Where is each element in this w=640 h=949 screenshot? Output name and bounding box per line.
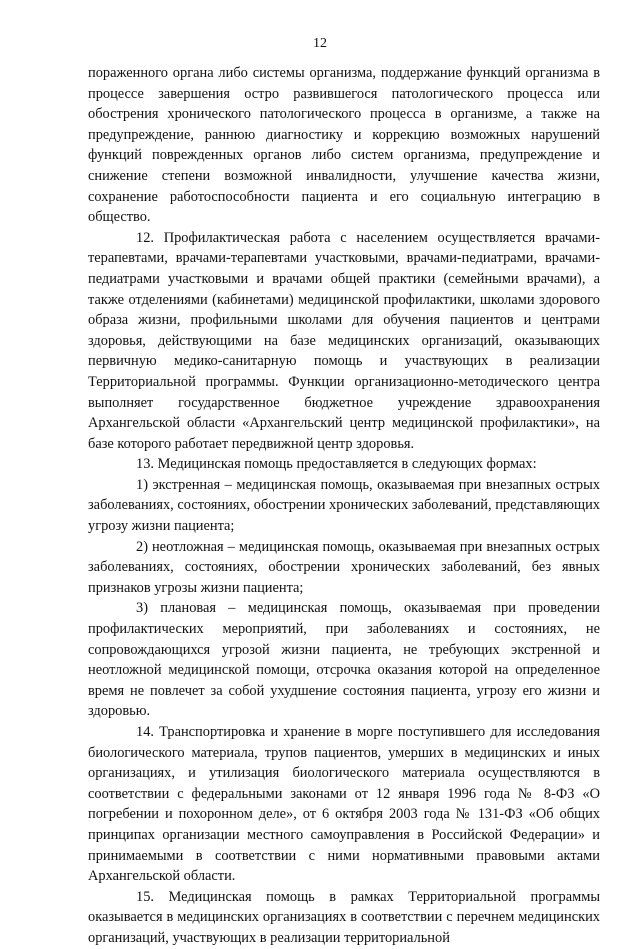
paragraph-continuation: пораженного органа либо системы организма, поддержание функций организма в процессе завершения остро развившегося патологического процесса или обострения хронического патологического процесса в организме, а также на предупреждение, раннюю диагностику и коррекцию возможных нарушений функций поврежденных органов либо систем организма, предупреждение и снижение степени возможной инвалидности, улучшение качества жизни, сохранение работоспособности пациента и его социальную интеграцию в общество. (88, 65, 600, 226)
paragraph-15: 15. Медицинская помощь в рамках Территориальной программы оказывается в медицинских организациях в соответствии с перечнем медицинских организаций, участвующих в реализации территориальной (88, 888, 600, 946)
paragraph-14: 14. Транспортировка и хранение в морге поступившего для исследования биологического материала, трупов пациентов, умерших в медицинских и иных организациях, и утилизация биологического материала осуществляются в соответствии с федеральными законами от 12 января 1996 года № 8-ФЗ «О погребении и похоронном деле», от 6 октября 2003 года № 131-ФЗ «Об общих принципах организации местного самоуправления в Российской Федерации» и принимаемыми в соответствии с ними нормативными правовыми актами Архангельской области. (88, 724, 600, 885)
list-item-1: 1) экстренная – медицинская помощь, оказываемая при внезапных острых заболеваниях, состояниях, обострении хронических заболеваний, представляющих угрозу жизни пациента; (88, 476, 600, 535)
document-body (88, 63, 600, 949)
paragraph-13: 13. Медицинская помощь предоставляется в следующих формах: (136, 456, 537, 473)
list-item-3: 3) плановая – медицинская помощь, оказываемая при проведении профилактических мероприятий, при заболеваниях и состояниях, не сопровождающихся угрозой жизни пациента, не требующих экстренной и неотложной медицинской помощи, отсрочка оказания которой на определенное время не повлечет за собой ухудшение состояния пациента, угрозу его жизни и здоровью. (88, 600, 600, 720)
list-item-2: 2) неотложная – медицинская помощь, оказываемая при внезапных острых заболеваниях, состояниях, обострении хронических заболеваний, без явных признаков угрозы жизни пациента; (88, 538, 600, 596)
paragraph-12: 12. Профилактическая работа с населением осуществляется врачами-терапевтами, врачами-терапевтами участковыми, врачами-педиатрами, врачами-педиатрами участковыми и врачами общей практики (семейными врачами), а также отделениями (кабинетами) медицинской профилактики, школами здорового образа жизни, профильными школами для обучения пациентов и центрами здоровья, действующими на базе медицинских организаций, оказывающих первичную медико-санитарную помощь и участвующих в реализации Территориальной программы. Функции организационно-методического центра выполняет государственное бюджетное учреждение здравоохранения Архангельской области «Архангельский центр медицинской профилактики», на базе которого работает передвижной центр здоровья. (88, 229, 600, 452)
page-number: 12 (313, 36, 327, 51)
